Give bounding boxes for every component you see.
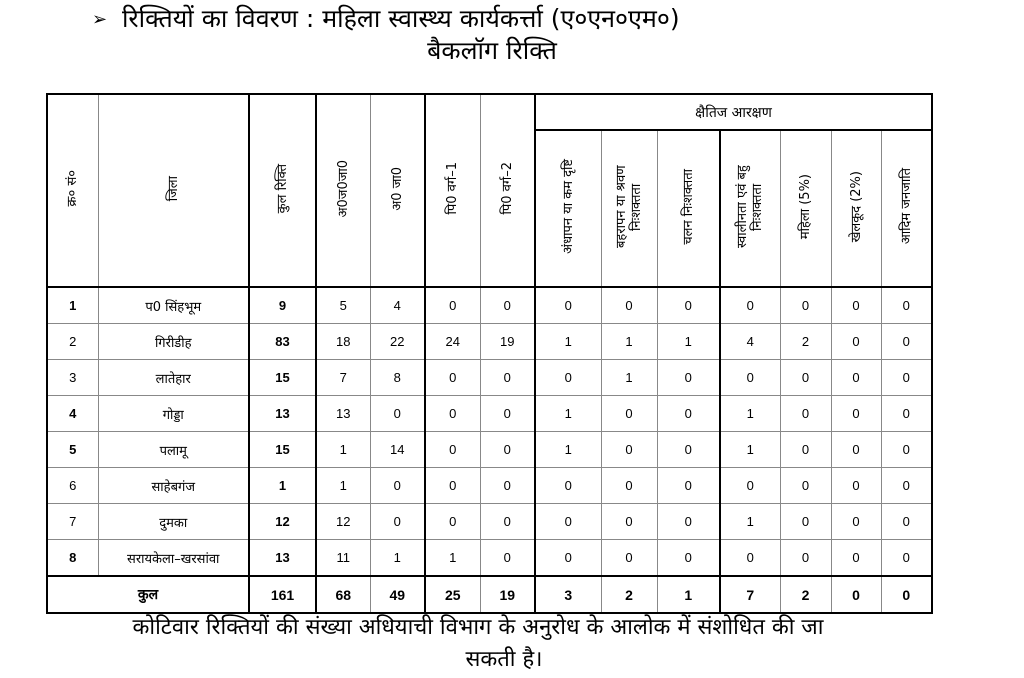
page-heading xyxy=(92,4,680,35)
cell-women: 0 xyxy=(780,504,831,540)
table-row xyxy=(47,504,932,540)
total-row xyxy=(47,576,932,613)
table-row xyxy=(47,324,932,360)
header-bc2: पि0 वर्ग–2 xyxy=(480,94,535,287)
header-district: जिला xyxy=(98,94,249,287)
cell-bc2: 0 xyxy=(480,468,535,504)
cell-total: 15 xyxy=(249,360,316,396)
cell-bc2: 0 xyxy=(480,287,535,324)
header-hearing: बहरापन या श्रवण निःशक्तता xyxy=(601,130,657,287)
total-cell-visual: 3 xyxy=(535,576,601,613)
cell-total: 13 xyxy=(249,396,316,432)
cell-locomotor: 0 xyxy=(657,540,720,577)
cell-st: 1 xyxy=(316,468,370,504)
cell-visual: 0 xyxy=(535,504,601,540)
cell-locomotor: 0 xyxy=(657,287,720,324)
cell-hearing: 0 xyxy=(601,287,657,324)
arrow-bullet-icon: ➢ xyxy=(92,9,108,30)
cell-st: 7 xyxy=(316,360,370,396)
footnote xyxy=(0,612,1024,676)
cell-st: 5 xyxy=(316,287,370,324)
table-row xyxy=(47,396,932,432)
total-cell-pvtg: 0 xyxy=(881,576,932,613)
footnote-line-1: कोटिवार रिक्तियों की संख्या अधियाची विभाग के अनुरोध के आलोक में संशोधित की जा xyxy=(132,615,824,640)
cell-sc: 14 xyxy=(370,432,425,468)
cell-autism-multiple: 0 xyxy=(720,287,780,324)
total-cell-total: 161 xyxy=(249,576,316,613)
cell-st: 1 xyxy=(316,432,370,468)
total-cell-locomotor: 1 xyxy=(657,576,720,613)
cell-pvtg: 0 xyxy=(881,396,932,432)
cell-bc1: 0 xyxy=(425,432,480,468)
cell-serial: 7 xyxy=(47,504,98,540)
cell-district: सरायकेला–खरसांवा xyxy=(98,540,249,577)
cell-total: 83 xyxy=(249,324,316,360)
cell-pvtg: 0 xyxy=(881,324,932,360)
cell-hearing: 0 xyxy=(601,396,657,432)
table-row xyxy=(47,360,932,396)
cell-serial: 5 xyxy=(47,432,98,468)
cell-bc1: 0 xyxy=(425,504,480,540)
cell-hearing: 0 xyxy=(601,432,657,468)
cell-visual: 0 xyxy=(535,468,601,504)
cell-women: 0 xyxy=(780,432,831,468)
cell-autism-multiple: 0 xyxy=(720,468,780,504)
cell-locomotor: 0 xyxy=(657,504,720,540)
cell-total: 13 xyxy=(249,540,316,577)
total-cell-autism-multiple: 7 xyxy=(720,576,780,613)
page-subheading xyxy=(0,36,1024,66)
cell-district: गिरीडीह xyxy=(98,324,249,360)
cell-hearing: 1 xyxy=(601,360,657,396)
cell-district: पलामू xyxy=(98,432,249,468)
total-cell-st: 68 xyxy=(316,576,370,613)
cell-visual: 1 xyxy=(535,324,601,360)
cell-women: 0 xyxy=(780,287,831,324)
cell-women: 2 xyxy=(780,324,831,360)
heading-subtitle: बैकलॉग रिक्ति xyxy=(427,36,557,65)
header-visual: अंधापन या कम दृष्टि xyxy=(535,130,601,287)
cell-sc: 1 xyxy=(370,540,425,577)
cell-autism-multiple: 1 xyxy=(720,432,780,468)
cell-autism-multiple: 1 xyxy=(720,504,780,540)
table-row xyxy=(47,432,932,468)
table-row xyxy=(47,287,932,324)
cell-sports: 0 xyxy=(831,360,881,396)
cell-bc1: 0 xyxy=(425,396,480,432)
total-cell-bc1: 25 xyxy=(425,576,480,613)
table-row xyxy=(47,468,932,504)
cell-hearing: 0 xyxy=(601,468,657,504)
cell-hearing: 1 xyxy=(601,324,657,360)
cell-bc2: 0 xyxy=(480,360,535,396)
header-total: कुल रिक्ति xyxy=(249,94,316,287)
cell-pvtg: 0 xyxy=(881,287,932,324)
header-sc: अ0 जा0 xyxy=(370,94,425,287)
cell-sports: 0 xyxy=(831,287,881,324)
footnote-line-2: सकती है। xyxy=(465,647,543,672)
cell-locomotor: 1 xyxy=(657,324,720,360)
cell-serial: 6 xyxy=(47,468,98,504)
cell-visual: 1 xyxy=(535,432,601,468)
cell-pvtg: 0 xyxy=(881,468,932,504)
cell-sports: 0 xyxy=(831,504,881,540)
cell-district: दुमका xyxy=(98,504,249,540)
cell-total: 1 xyxy=(249,468,316,504)
header-locomotor: चलन निःशक्तता xyxy=(657,130,720,287)
cell-women: 0 xyxy=(780,396,831,432)
cell-pvtg: 0 xyxy=(881,504,932,540)
cell-st: 12 xyxy=(316,504,370,540)
total-cell-women: 2 xyxy=(780,576,831,613)
cell-total: 12 xyxy=(249,504,316,540)
cell-bc1: 0 xyxy=(425,287,480,324)
header-women: महिला (5%) xyxy=(780,130,831,287)
cell-hearing: 0 xyxy=(601,504,657,540)
cell-st: 13 xyxy=(316,396,370,432)
cell-st: 11 xyxy=(316,540,370,577)
cell-total: 9 xyxy=(249,287,316,324)
cell-district: प0 सिंहभूम xyxy=(98,287,249,324)
cell-autism-multiple: 1 xyxy=(720,396,780,432)
header-pvtg: आदिम जनजाति xyxy=(881,130,932,287)
cell-sc: 22 xyxy=(370,324,425,360)
vacancy-table xyxy=(46,93,933,614)
total-cell-sports: 0 xyxy=(831,576,881,613)
header-autism-multiple: स्वालीनता एवं बहु निःशक्तता xyxy=(720,130,780,287)
cell-district: लातेहार xyxy=(98,360,249,396)
cell-total: 15 xyxy=(249,432,316,468)
cell-sports: 0 xyxy=(831,432,881,468)
cell-bc1: 0 xyxy=(425,360,480,396)
cell-women: 0 xyxy=(780,540,831,577)
cell-visual: 0 xyxy=(535,540,601,577)
cell-sc: 8 xyxy=(370,360,425,396)
cell-visual: 1 xyxy=(535,396,601,432)
cell-bc2: 0 xyxy=(480,504,535,540)
cell-sports: 0 xyxy=(831,324,881,360)
cell-visual: 0 xyxy=(535,287,601,324)
cell-pvtg: 0 xyxy=(881,432,932,468)
cell-autism-multiple: 0 xyxy=(720,360,780,396)
cell-serial: 2 xyxy=(47,324,98,360)
header-serial: क्र० सं० xyxy=(47,94,98,287)
cell-bc2: 0 xyxy=(480,396,535,432)
cell-st: 18 xyxy=(316,324,370,360)
total-cell-sc: 49 xyxy=(370,576,425,613)
cell-sc: 0 xyxy=(370,396,425,432)
cell-bc1: 0 xyxy=(425,468,480,504)
header-st: अ0ज0जा0 xyxy=(316,94,370,287)
cell-locomotor: 0 xyxy=(657,360,720,396)
cell-district: गोड्डा xyxy=(98,396,249,432)
total-cell-hearing: 2 xyxy=(601,576,657,613)
cell-women: 0 xyxy=(780,360,831,396)
table-row xyxy=(47,540,932,577)
header-horizontal-reservation: क्षैतिज आरक्षण xyxy=(535,94,932,130)
cell-bc1: 1 xyxy=(425,540,480,577)
cell-sc: 0 xyxy=(370,504,425,540)
cell-sc: 4 xyxy=(370,287,425,324)
cell-serial: 4 xyxy=(47,396,98,432)
cell-locomotor: 0 xyxy=(657,396,720,432)
cell-sports: 0 xyxy=(831,540,881,577)
cell-bc2: 0 xyxy=(480,432,535,468)
total-label: कुल xyxy=(47,576,249,613)
cell-serial: 3 xyxy=(47,360,98,396)
cell-autism-multiple: 0 xyxy=(720,540,780,577)
cell-pvtg: 0 xyxy=(881,360,932,396)
header-bc1: पि0 वर्ग–1 xyxy=(425,94,480,287)
total-cell-bc2: 19 xyxy=(480,576,535,613)
header-sports: खेलकूद (2%) xyxy=(831,130,881,287)
cell-sports: 0 xyxy=(831,396,881,432)
cell-bc1: 24 xyxy=(425,324,480,360)
cell-sc: 0 xyxy=(370,468,425,504)
cell-autism-multiple: 4 xyxy=(720,324,780,360)
heading-title: रिक्तियों का विवरण : महिला स्वास्थ्य कार्यकर्त्ता (ए०एन०एम०) xyxy=(121,4,680,33)
cell-women: 0 xyxy=(780,468,831,504)
cell-bc2: 19 xyxy=(480,324,535,360)
cell-locomotor: 0 xyxy=(657,468,720,504)
cell-hearing: 0 xyxy=(601,540,657,577)
cell-bc2: 0 xyxy=(480,540,535,577)
cell-district: साहेबगंज xyxy=(98,468,249,504)
cell-sports: 0 xyxy=(831,468,881,504)
cell-locomotor: 0 xyxy=(657,432,720,468)
cell-pvtg: 0 xyxy=(881,540,932,577)
cell-serial: 8 xyxy=(47,540,98,577)
cell-serial: 1 xyxy=(47,287,98,324)
cell-visual: 0 xyxy=(535,360,601,396)
